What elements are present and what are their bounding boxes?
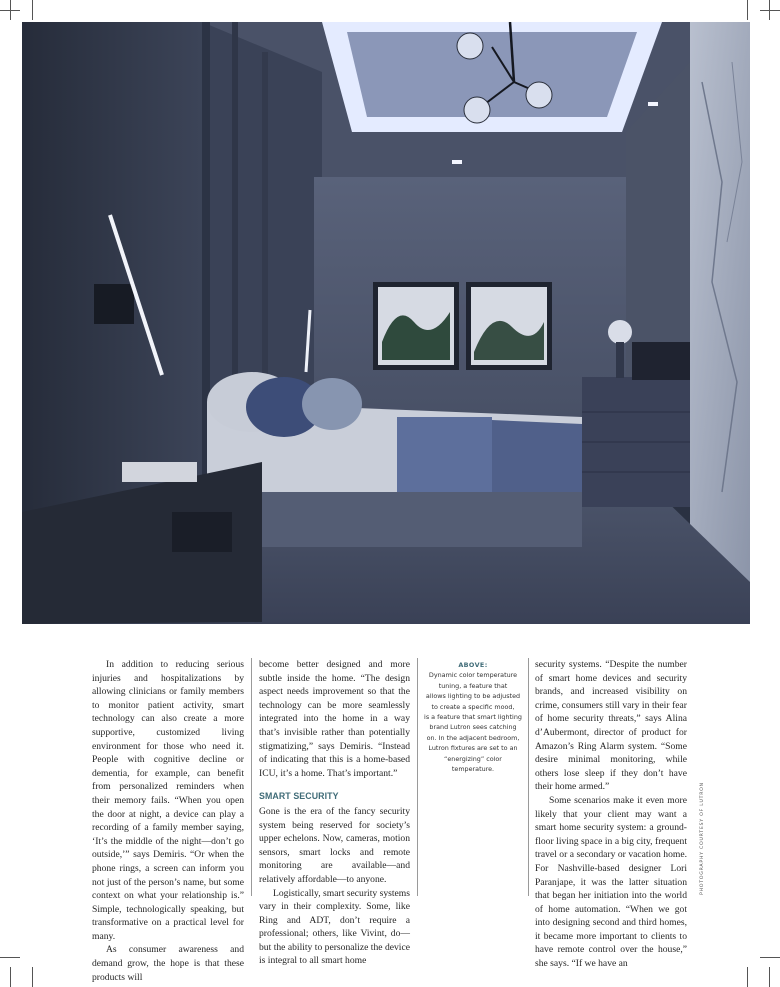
article-column-1 [92, 658, 244, 984]
body-paragraph: Gone is the era of the fancy security system being reserved for society’s upper echelons. Now, cameras, motion sensors, smart locks and remote monitoring are available—and relatively affordable—to anyone. [259, 805, 410, 885]
caption-line: Lutron fixtures are set to an [428, 744, 518, 753]
crop-mark [769, 967, 770, 987]
crop-mark [32, 967, 33, 987]
article-column-2 [259, 658, 410, 968]
body-paragraph: In addition to reducing serious injuries and hospitalizations by allowing clinicians or family members to monitor patient activity, smart technology can also create a more supportive, customized living environment for those who need it. People with cognitive decline or dementia, for example, can benefit from personalized reminders when their memory fails. “When you open the door at night, a device can play a recording of a family member saying, ‘It’s the middle of the night—don’t go outside,’” says Demiris. “Or when the phone rings, a screen can inform you not just of the person’s name, but some context on what your relationship is.” Simple, technologically speaking, but transformative on a practical level for many. [92, 659, 244, 942]
crop-mark [760, 957, 780, 958]
crop-mark [10, 0, 11, 20]
crop-mark [760, 10, 780, 11]
caption-line: to create a specific mood, [431, 702, 515, 711]
caption-line: on. In the adjacent bedroom, [426, 733, 520, 742]
column-rule [251, 658, 252, 896]
body-paragraph: Some scenarios make it even more likely that your client may want a smart home security system: a ground-floor living space in a big city, frequent travel or a secondary or vacation home. For Nashville-based designer Lori Paranjape, it was the latter situation that began her initiation into the world of home automation. “When we got into designing second and third homes, it became more important to clients to have remote control over the house,” she says. “If we have an [535, 794, 687, 970]
caption-line: “energizing” color temperature. [444, 754, 502, 774]
crop-mark [10, 967, 11, 987]
caption-line: allows lighting to be adjusted [425, 692, 521, 701]
crop-mark [0, 957, 20, 958]
body-paragraph: Logistically, smart security systems vary in their complexity. Some, like Ring and ADT, don’t require a professional; others, like Vivint, do—but the ability to personalize the device is integral to all smart home [259, 887, 410, 967]
caption-label: ABOVE: [458, 661, 488, 669]
body-paragraph: As consumer awareness and demand grow, the hope is that these products will [92, 944, 244, 983]
photo-credit: PHOTOGRAPHY COURTESY OF LUTRON [700, 782, 705, 895]
caption-line: brand Lutron sees catching [429, 723, 517, 732]
column-rule [417, 658, 418, 896]
crop-mark [769, 0, 770, 20]
bedroom-photo [22, 22, 750, 624]
article-column-4 [535, 658, 687, 971]
crop-mark [747, 967, 748, 987]
photo-caption [423, 660, 523, 774]
body-paragraph: security systems. “Despite the number of smart home devices and security brands, and increased visibility on crime, consumers still vary in their fear of home security threats,” says Alina d’Aubermont, director of product for Amazon’s Ring Alarm system. “Some desire minimal monitoring, while others lose sleep if they don’t have their home armed.” [535, 659, 687, 793]
column-rule [528, 658, 529, 896]
crop-mark [32, 0, 33, 20]
section-subhead: SMART SECURITY [259, 791, 339, 802]
caption-line: tuning, a feature that [438, 681, 508, 690]
caption-line: Dynamic color temperature [428, 671, 518, 680]
body-paragraph: become better designed and more subtle inside the home. “The design aspect needs improvement so that the technology can be more seamlessly integrated into the home in a way that’s invisible rather than potentially stigmatizing,” says Demiris. “Instead of indicating that this is a home-based ICU, it’s a home. That’s important.” [259, 659, 410, 779]
crop-mark [747, 0, 748, 20]
caption-line: is a feature that smart lighting [424, 713, 522, 722]
